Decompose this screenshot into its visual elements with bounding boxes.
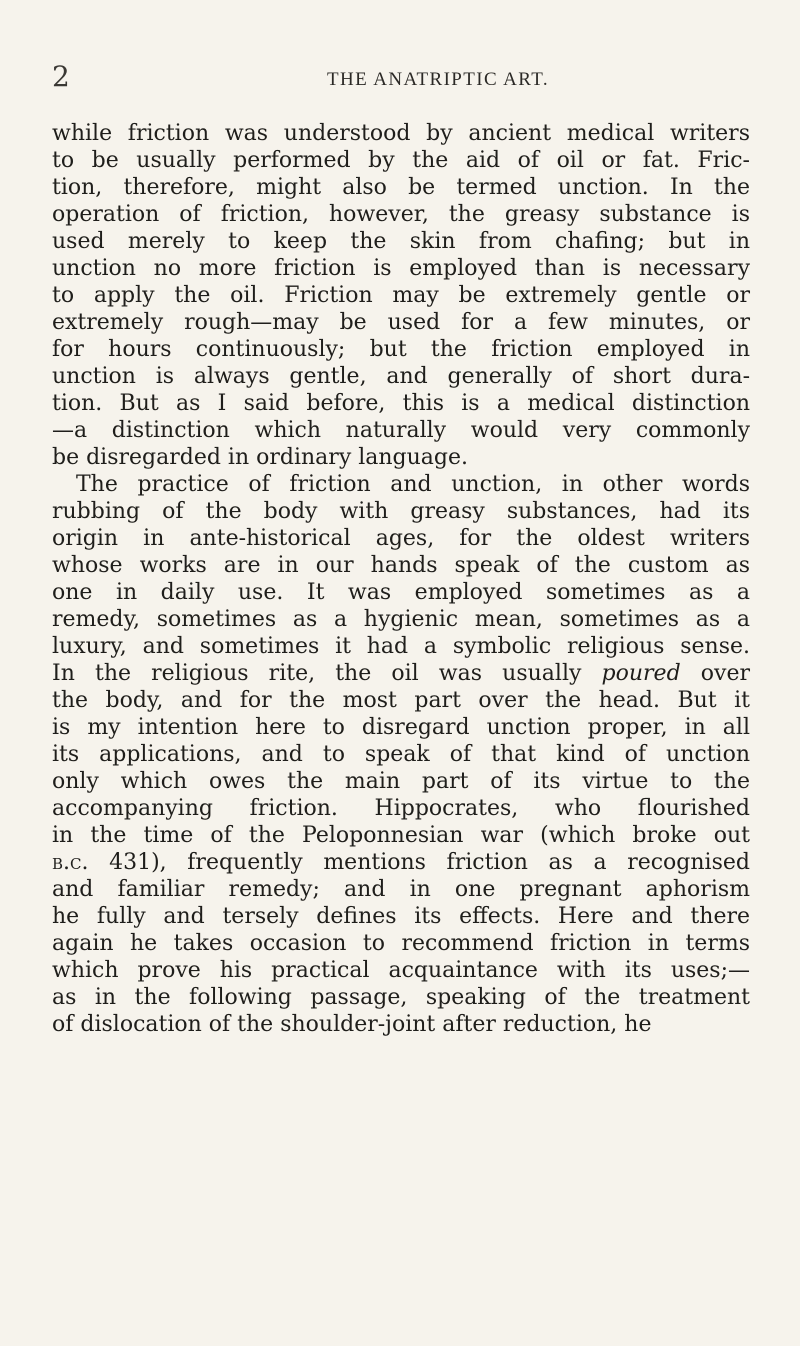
text-line: operation of friction, however, the greasy substance is: [52, 202, 750, 227]
text-line: —a distinction which naturally would very commonly: [52, 418, 750, 443]
text-line: tion, therefore, might also be termed unction. In the: [52, 175, 750, 200]
text-line: origin in ante-historical ages, for the oldest writers: [52, 526, 750, 551]
text-line: of dislocation of the shoulder-joint after reduction, he: [52, 1012, 652, 1037]
text-line: unction is always gentle, and generally of short dura-: [52, 364, 750, 389]
text-line-with-italic: [52, 660, 750, 687]
text-line: is my intention here to disregard unction proper, in all: [52, 715, 750, 740]
text-line: to be usually performed by the aid of oil or fat. Fric-: [52, 148, 750, 173]
text-line: rubbing of the body with greasy substances, had its: [52, 499, 750, 524]
line-segment: In the religious rite, the oil was usually: [52, 661, 602, 686]
text-line: which prove his practical acquaintance with its uses;—: [52, 958, 750, 983]
text-line: he fully and tersely defines its effects. Here and there: [52, 904, 750, 929]
text-line: in the time of the Peloponnesian war (which broke out: [52, 823, 750, 848]
text-line: luxury, and sometimes it had a symbolic religious sense.: [52, 634, 750, 659]
text-line: one in daily use. It was employed sometimes as a: [52, 580, 750, 605]
running-title: THE ANATRIPTIC ART.: [327, 69, 549, 90]
italic-word-poured: poured: [601, 661, 681, 686]
page-number: 2: [52, 60, 70, 93]
line-segment: over: [680, 661, 750, 686]
text-line: to apply the oil. Friction may be extremely gentle or: [52, 283, 750, 308]
text-line: accompanying friction. Hippocrates, who flourished: [52, 796, 750, 821]
text-line: again he takes occasion to recommend friction in terms: [52, 931, 750, 956]
text-line: while friction was understood by ancient medical writers: [52, 121, 750, 146]
text-line-with-smallcaps: [52, 849, 750, 876]
text-line: whose works are in our hands speak of the custom as: [52, 553, 750, 578]
body-text: [52, 120, 750, 1038]
line-segment: 431), frequently mentions friction as a recognised: [88, 850, 750, 875]
text-line: unction no more friction is employed than is necessary: [52, 256, 750, 281]
text-line: its applications, and to speak of that kind of unction: [52, 742, 750, 767]
text-line: as in the following passage, speaking of the treatment: [52, 985, 750, 1010]
text-line: the body, and for the most part over the head. But it: [52, 688, 750, 713]
text-line: tion. But as I said before, this is a medical distinction: [52, 391, 750, 416]
bc-abbreviation: b.c.: [52, 850, 89, 875]
text-line: remedy, sometimes as a hygienic mean, sometimes as a: [52, 607, 750, 632]
text-line: and familiar remedy; and in one pregnant aphorism: [52, 877, 750, 902]
running-head: [52, 62, 750, 96]
text-line: The practice of friction and unction, in other words: [76, 472, 750, 497]
text-line: extremely rough—may be used for a few minutes, or: [52, 310, 750, 335]
text-line: used merely to keep the skin from chafing; but in: [52, 229, 750, 254]
text-line: be disregarded in ordinary language.: [52, 445, 469, 470]
text-line: only which owes the main part of its virtue to the: [52, 769, 750, 794]
text-line: for hours continuously; but the friction employed in: [52, 337, 750, 362]
